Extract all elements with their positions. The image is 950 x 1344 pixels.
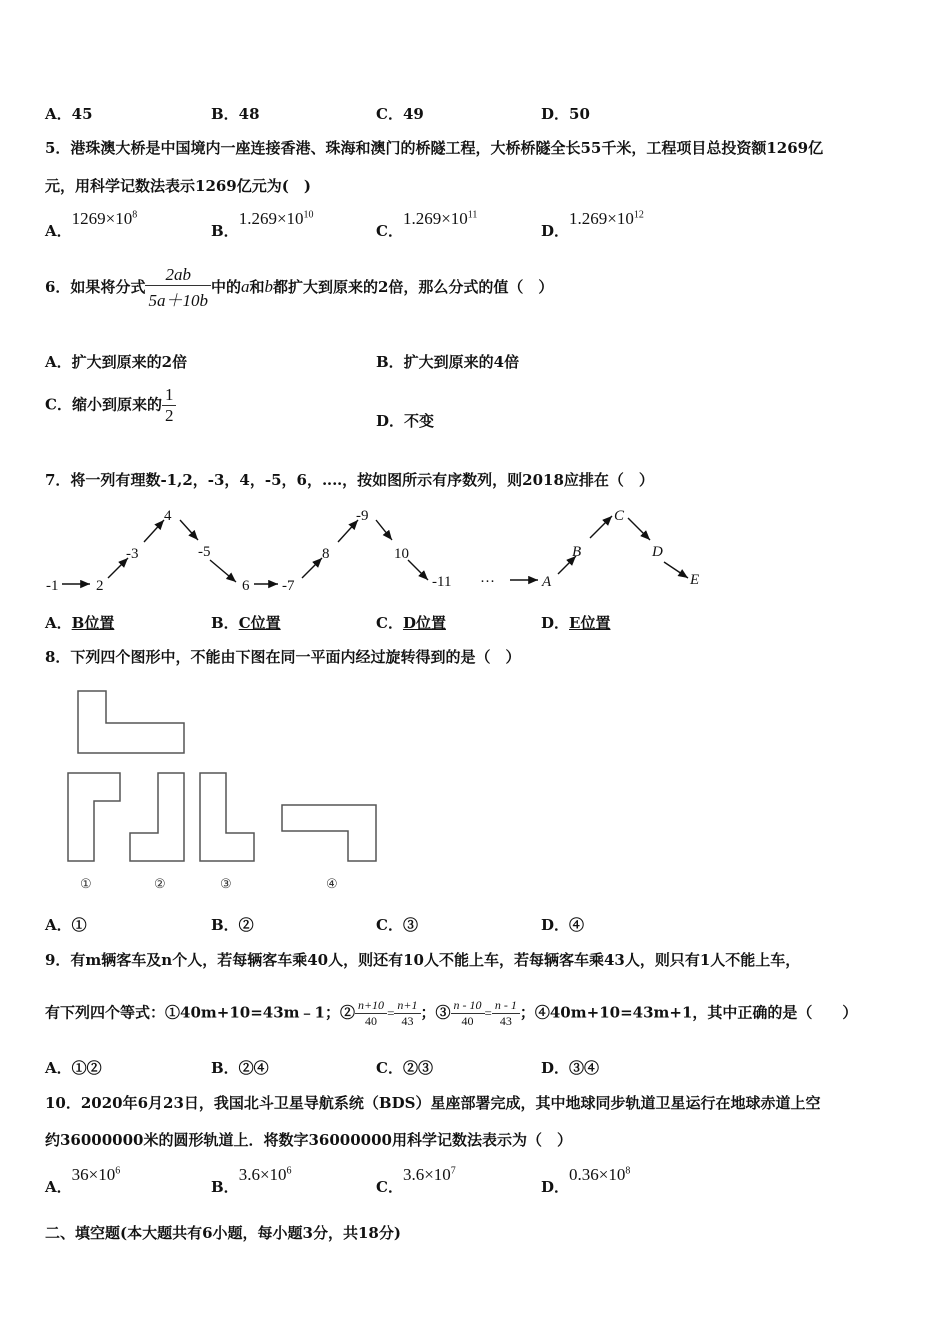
q7-label-E: E bbox=[690, 572, 700, 588]
q7-label-neg3: -3 bbox=[126, 546, 139, 562]
q8-option-c: C．③ bbox=[376, 916, 418, 934]
q8-option-d: D．④ bbox=[541, 916, 585, 934]
q5-stem-line2: 元，用科学记数法表示1269亿元为( ) bbox=[45, 177, 311, 195]
q8-label-2: ② bbox=[154, 876, 166, 891]
q7-label-C: C bbox=[614, 508, 625, 524]
q7-label-D: D bbox=[652, 544, 663, 560]
q7-label-8: 8 bbox=[322, 546, 330, 562]
q4-option-b: B．48 bbox=[211, 105, 260, 123]
q6-option-c: C．缩小到原来的 $\frac{1}{2}$ bbox=[45, 385, 176, 426]
q6-option-a: A．扩大到原来的2倍 bbox=[45, 353, 188, 371]
q9-option-c: C．②③ bbox=[376, 1059, 433, 1077]
q6-option-d: D．不变 bbox=[376, 412, 435, 430]
q9-option-d: D．③④ bbox=[541, 1059, 600, 1077]
q8-label-1: ① bbox=[80, 876, 92, 891]
q9-option-b: B．②④ bbox=[211, 1059, 269, 1077]
q10-option-b: B．$3.6\times 10^6$ bbox=[211, 1165, 292, 1196]
q10-option-a: A．$36\times 10^6$ bbox=[45, 1165, 121, 1196]
q5-option-b: B．$1.269\times 10^{10}$ bbox=[211, 209, 314, 240]
q9-stem-line2: 有下列四个等式：①40m+10=43m﹣1；② $\frac{n+10}{40}$ = $\frac{n+1}{43}$ ；③ $\frac{n - 10}{40}$ = $\frac{n - 1}{43}$ ；④40m+10=43m+1，其中正确的是（ ） bbox=[45, 998, 858, 1028]
q10-stem-line1: 10．2020年6月23日，我国北斗卫星导航系统（BDS）星座部署完成，其中地球同步轨道卫星运行在地球赤道上空 bbox=[45, 1094, 821, 1112]
q8-shape-4 bbox=[282, 805, 376, 861]
q5-option-d: D．$1.269\times 10^{12}$ bbox=[541, 209, 644, 240]
q4-option-a: A．45 bbox=[45, 105, 93, 123]
q8-option-b: B．② bbox=[211, 916, 254, 934]
q7-option-c: C．D位置 bbox=[376, 614, 446, 632]
q10-option-c: C．$3.6\times 10^7$ bbox=[376, 1165, 456, 1196]
q7-zigzag-diagram bbox=[40, 500, 720, 600]
q8-shapes-figure bbox=[60, 685, 390, 895]
q7-label-neg5: -5 bbox=[198, 544, 211, 560]
q4-option-c: C．49 bbox=[376, 105, 424, 123]
q6-stem: 6．如果将分式 $\frac{2ab}{5a+10b}$ 中的a和b都扩大到原来的2倍，那么分式的值（ ） bbox=[45, 265, 554, 310]
q8-stem: 8．下列四个图形中，不能由下图在同一平面内经过旋转得到的是（ ） bbox=[45, 648, 521, 666]
q7-label-ellipsis: ··· bbox=[480, 574, 495, 590]
q7-label-neg9: -9 bbox=[356, 508, 369, 524]
q5-option-a: A．$1269\times 10^8$ bbox=[45, 209, 138, 240]
q8-option-a: A．① bbox=[45, 916, 87, 934]
q7-option-b: B．C位置 bbox=[211, 614, 281, 632]
q4-option-d: D．50 bbox=[541, 105, 590, 123]
q8-shape-3 bbox=[200, 773, 254, 861]
q8-shape-1 bbox=[68, 773, 120, 861]
q6-option-b: B．扩大到原来的4倍 bbox=[376, 353, 520, 371]
q8-shape-2 bbox=[130, 773, 184, 861]
q5-option-c: C．$1.269\times 10^{11}$ bbox=[376, 209, 478, 240]
q7-option-a: A．B位置 bbox=[45, 614, 115, 632]
q8-label-3: ③ bbox=[220, 876, 232, 891]
q7-label-neg11: -11 bbox=[432, 574, 452, 590]
section2-title: 二、填空题(本大题共有6小题，每小题3分，共18分) bbox=[45, 1224, 401, 1242]
q9-stem-line1: 9．有m辆客车及n个人，若每辆客车乘40人，则还有10人不能上车，若每辆客车乘43人，则只有1人不能上车， bbox=[45, 951, 801, 969]
q8-label-4: ④ bbox=[326, 876, 338, 891]
q7-label-neg1: -1 bbox=[46, 578, 59, 594]
q7-stem: 7．将一列有理数-1,2，-3，4，-5，6，‥‥，按如图所示有序数列，则2018应排在（ ） bbox=[45, 471, 654, 489]
q9-option-a: A．①② bbox=[45, 1059, 102, 1077]
q7-label-4: 4 bbox=[164, 508, 172, 524]
q7-label-A: A bbox=[542, 574, 552, 590]
q7-label-2: 2 bbox=[96, 578, 104, 594]
q10-option-d: D．$0.36\times 10^8$ bbox=[541, 1165, 631, 1196]
q10-stem-line2: 约36000000米的圆形轨道上．将数字36000000用科学记数法表示为（ ） bbox=[45, 1131, 572, 1149]
q5-stem-line1: 5．港珠澳大桥是中国境内一座连接香港、珠海和澳门的桥隧工程，大桥桥隧全长55千米，工程项目总投资额1269亿 bbox=[45, 139, 824, 157]
q7-label-6: 6 bbox=[242, 578, 250, 594]
q8-original-shape bbox=[78, 691, 184, 753]
q7-label-10: 10 bbox=[394, 546, 409, 562]
q7-label-B: B bbox=[572, 544, 582, 560]
q6-fraction: $\frac{2ab}{5a+10b}$ bbox=[145, 265, 211, 311]
q7-option-d: D．E位置 bbox=[541, 614, 611, 632]
q7-label-neg7: -7 bbox=[282, 578, 295, 594]
